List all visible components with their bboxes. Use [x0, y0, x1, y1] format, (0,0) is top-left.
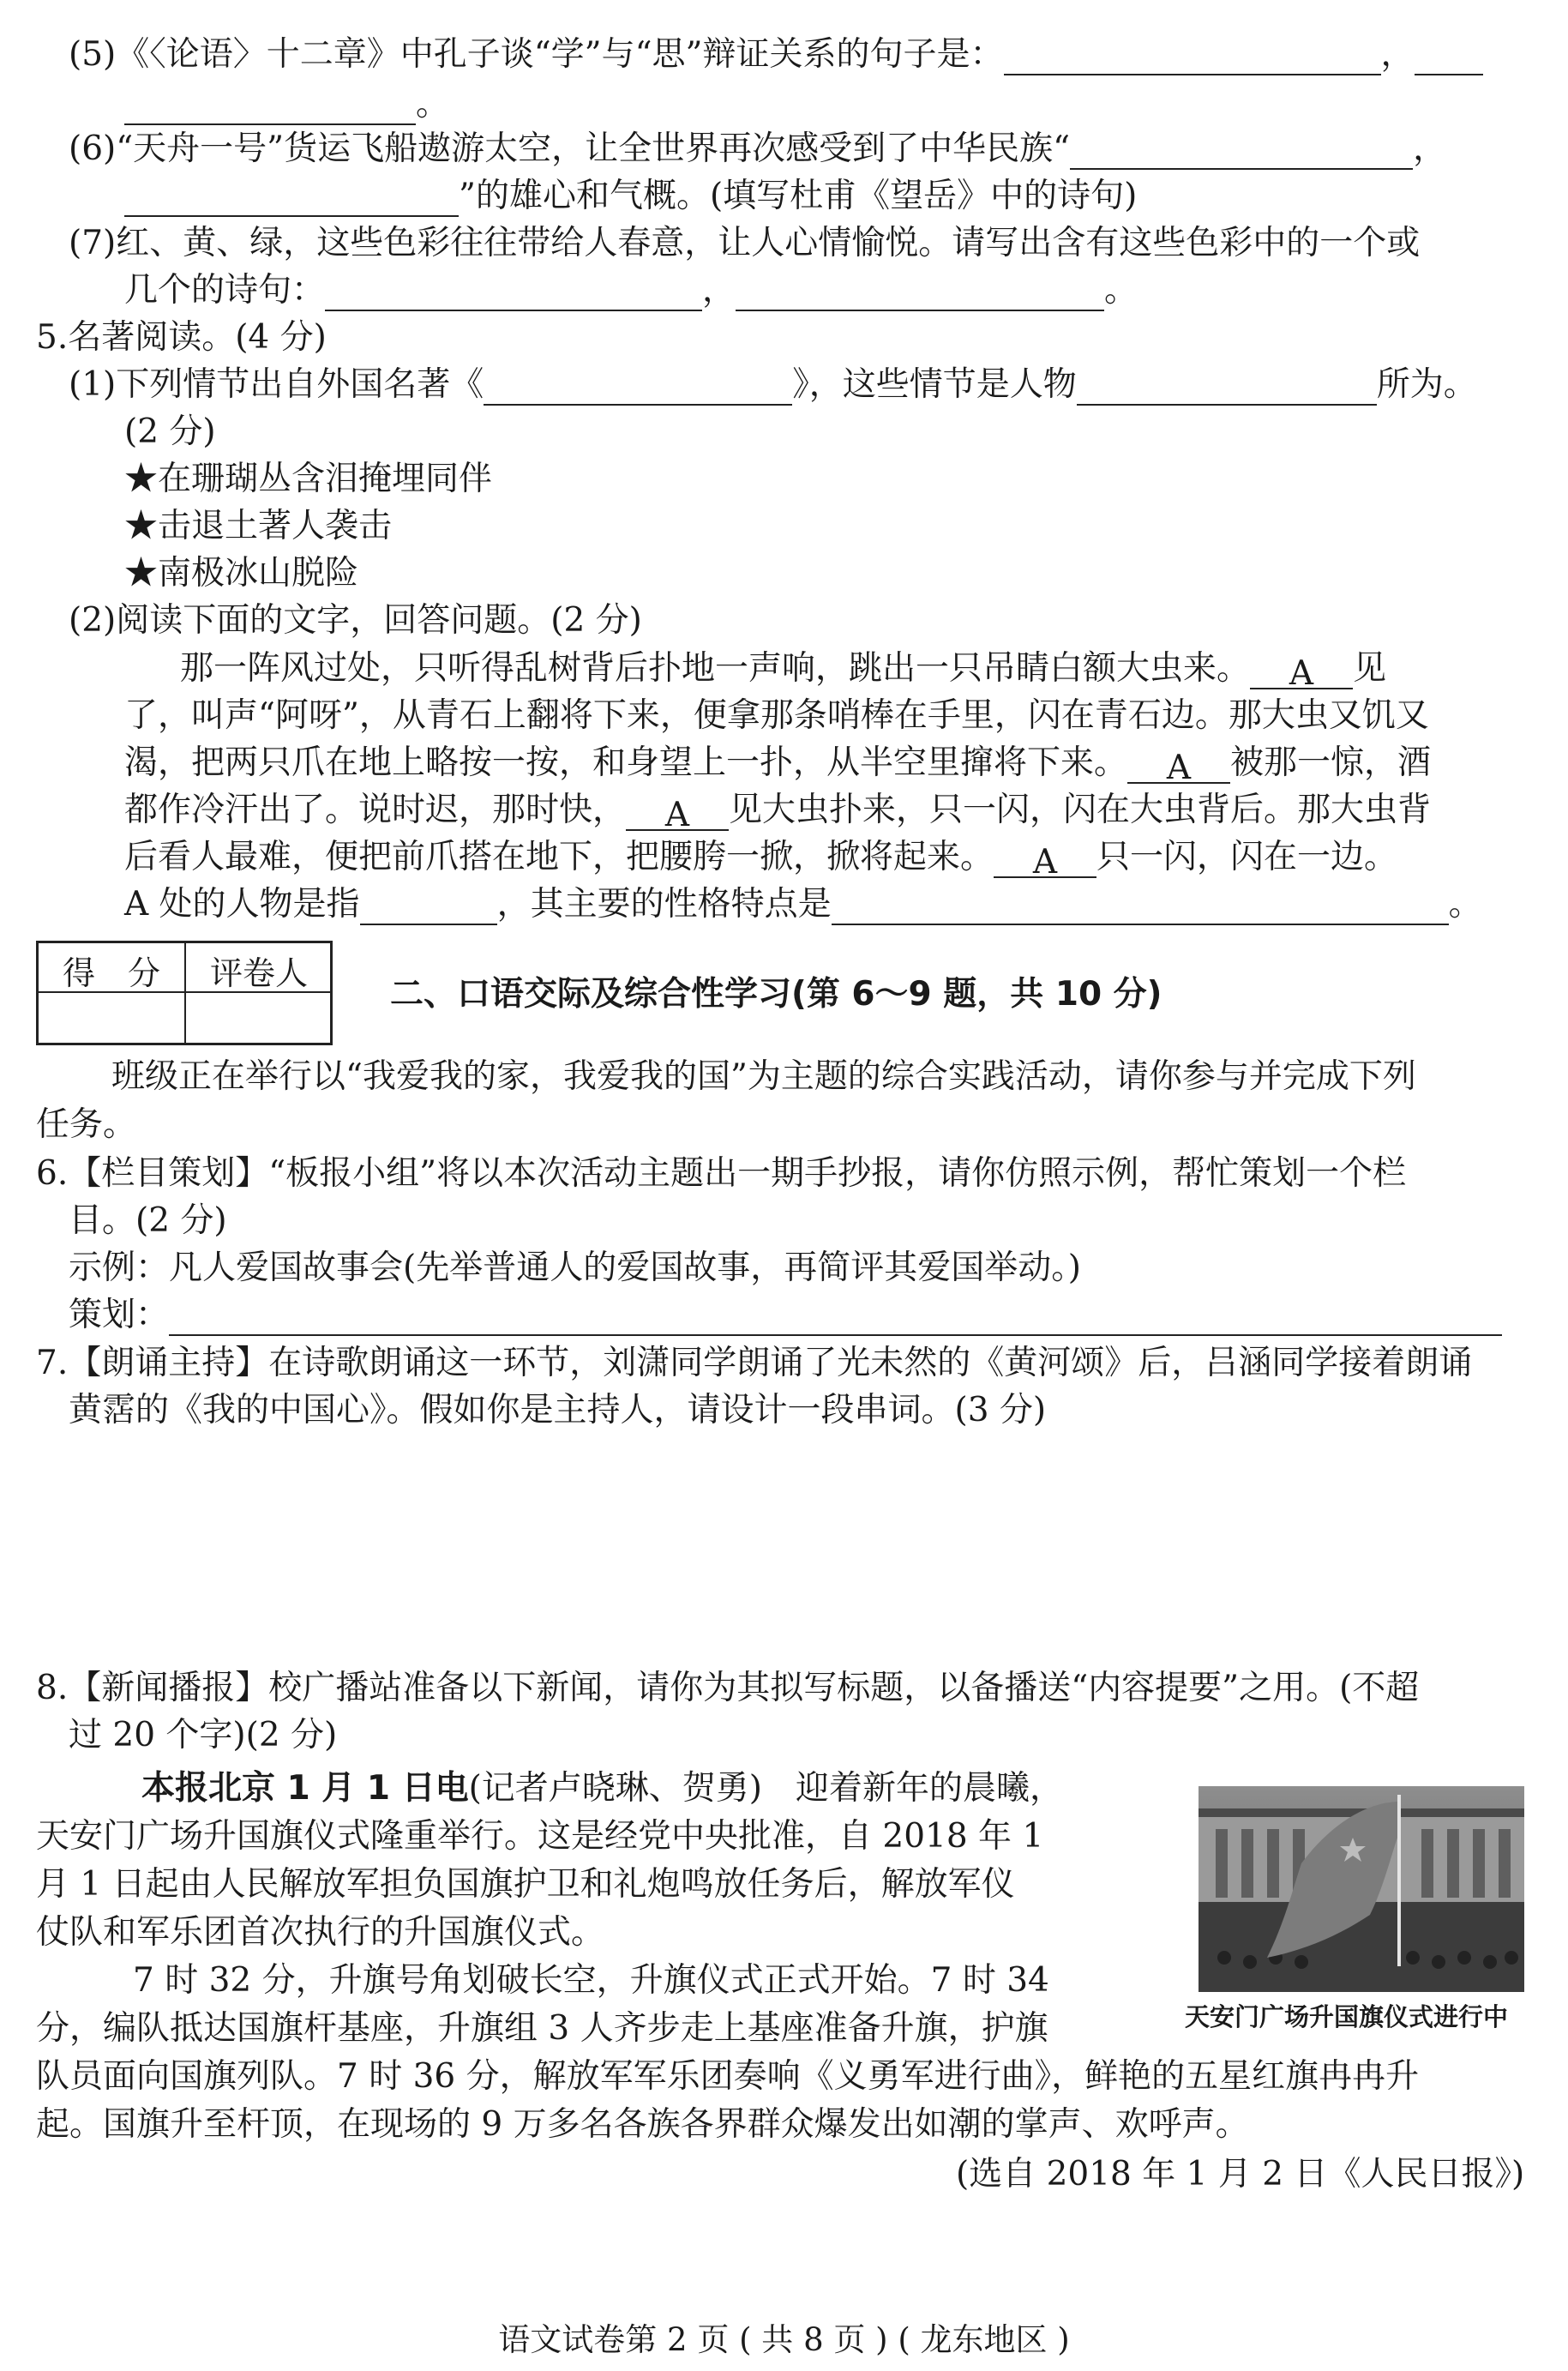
q4-item7-cont: 几个的诗句： ， 。: [124, 271, 1138, 310]
q5-title: 5.名著阅读。(4 分): [36, 318, 327, 357]
news-line: 分，编队抵达国旗杆基座，升旗组 3 人齐步走上基座准备升旗，护旗: [36, 2009, 1048, 2048]
q6-text-cont: 目。(2 分): [69, 1201, 227, 1240]
blank-letter: A: [994, 842, 1096, 878]
answer-area[interactable]: [69, 1449, 1526, 1655]
blank-letter: A: [626, 795, 729, 831]
news-line: 本报北京 1 月 1 日电(记者卢晓琳、贺勇) 迎着新年的晨曦，: [141, 1769, 1064, 1808]
passage-line: 那一阵风过处，只听得乱树背后扑地一声响，跳出一只吊睛白额大虫来。 A 见: [180, 649, 1387, 693]
q4-item6-cont: ”的雄心和气概。(填写杜甫《望岳》中的诗句): [124, 176, 1137, 220]
q5-part1-score: (2 分): [124, 412, 216, 451]
blank-letter: A: [1250, 653, 1353, 689]
section-intro: 班级正在举行以“我爱我的家，我爱我的国”为主题的综合实践活动，请你参与并完成下列: [111, 1057, 1416, 1096]
answer-blank[interactable]: [1415, 39, 1483, 75]
q4-item5-cont: 。: [124, 84, 449, 129]
news-line: 仗队和军乐团首次执行的升国旗仪式。: [36, 1913, 605, 1952]
list-item: ★在珊瑚丛含泪掩埋同伴: [124, 460, 493, 498]
q4-item6: (6)“天舟一号”货运飞船遨游太空，让全世界再次感受到了中华民族“ ，: [69, 129, 1447, 168]
news-source: (选自 2018 年 1 月 2 日《人民日报》): [956, 2155, 1525, 2193]
q7-text: 7.【朗诵主持】在诗歌朗诵这一环节，刘潇同学朗诵了光未然的《黄河颂》后，吕涵同学接着朗诵: [36, 1344, 1473, 1382]
q4-item5: (5)《〈论语〉十二章》中孔子谈“学”与“思”辩证关系的句子是： ，: [69, 34, 1483, 79]
q7-text-cont: 黄霑的《我的中国心》。假如你是主持人，请设计一段串词。(3 分): [69, 1391, 1047, 1429]
flag-ceremony-photo: [1199, 1786, 1524, 1992]
q6-plan: 策划：: [69, 1295, 1502, 1339]
grader-header: 评卷人: [209, 954, 308, 992]
photo-caption: 天安门广场升国旗仪式进行中: [1185, 2002, 1509, 2031]
q6-text: 6.【栏目策划】“板报小组”将以本次活动主题出一期手抄报，请你仿照示例，帮忙策划一个栏: [36, 1154, 1407, 1193]
answer-blank[interactable]: [736, 275, 1104, 311]
answer-blank[interactable]: [832, 889, 1449, 925]
q6-example: 示例：凡人爱国故事会(先举普通人的爱国故事，再简评其爱国举动。): [69, 1249, 1081, 1287]
section-title: 二、口语交际及综合性学习(第 6～9 题，共 10 分): [390, 975, 1162, 1014]
score-table: [36, 941, 333, 1045]
answer-blank[interactable]: [325, 275, 702, 311]
news-line: 队员面向国旗列队。7 时 36 分，解放军军乐团奏响《义勇军进行曲》，鲜艳的五星红旗冉冉升: [36, 2057, 1420, 2096]
q4-item7: (7)红、黄、绿，这些色彩往往带给人春意，让人心情愉悦。请写出含有这些色彩中的一个或: [69, 224, 1421, 262]
answer-blank[interactable]: [124, 181, 459, 217]
news-line: 天安门广场升国旗仪式隆重举行。这是经党中央批准，自 2018 年 1: [36, 1817, 1044, 1856]
passage-line: 后看人最难，便把前爪搭在地下，把腰胯一掀，掀将起来。 A 只一闪，闪在一边。: [124, 838, 1398, 882]
answer-blank[interactable]: [1070, 134, 1413, 170]
passage-line: 都作冷汗出了。说时迟，那时快， A 见大虫扑来，只一闪，闪在大虫背后。那大虫背: [124, 791, 1432, 834]
q5-part1: (1)下列情节出自外国名著《 》，这些情节是人物 所为。: [69, 365, 1477, 404]
q5-part2-question: A 处的人物是指 ，其主要的性格特点是 。: [124, 885, 1482, 924]
section-intro-cont: 任务。: [36, 1105, 137, 1144]
news-line: 月 1 日起由人民解放军担负国旗护卫和礼炮鸣放任务后，解放军仪: [36, 1865, 1015, 1904]
answer-blank[interactable]: [360, 889, 497, 925]
news-line: 7 时 32 分，升旗号角划破长空，升旗仪式正式开始。7 时 34: [133, 1961, 1049, 2000]
answer-blank[interactable]: [1077, 370, 1377, 406]
q8-text-cont: 过 20 个字)(2 分): [69, 1716, 338, 1754]
news-line: 起。国旗升至杆顶，在现场的 9 万多名各族各界群众爆发出如潮的掌声、欢呼声。: [36, 2105, 1249, 2144]
answer-blank[interactable]: [1004, 39, 1381, 75]
page-footer: 语文试卷第 2 页 ( 共 8 页 ) ( 龙东地区 ): [498, 2321, 1070, 2358]
q5-part2-title: (2)阅读下面的文字，回答问题。(2 分): [69, 601, 642, 640]
q8-text: 8.【新闻播报】校广播站准备以下新闻，请你为其拟写标题，以备播送“内容提要”之用。(不超: [36, 1669, 1420, 1707]
answer-blank[interactable]: [484, 370, 792, 406]
flag-ceremony-image: [1199, 1786, 1524, 1992]
score-header: 得 分: [62, 954, 160, 992]
answer-blank[interactable]: [169, 1300, 1502, 1336]
blank-letter: A: [1127, 748, 1230, 784]
passage-line: 渴，把两只爪在地上略按一按，和身望上一扑，从半空里撺将下来。 A 被那一惊，酒: [124, 743, 1432, 787]
answer-blank[interactable]: [124, 89, 416, 125]
list-item: ★击退土著人袭击: [124, 507, 393, 545]
passage-line: 了，叫声“阿呀”，从青石上翻将下来，便拿那条哨棒在手里，闪在青石边。那大虫又饥又: [124, 696, 1429, 735]
list-item: ★南极冰山脱险: [124, 554, 359, 593]
